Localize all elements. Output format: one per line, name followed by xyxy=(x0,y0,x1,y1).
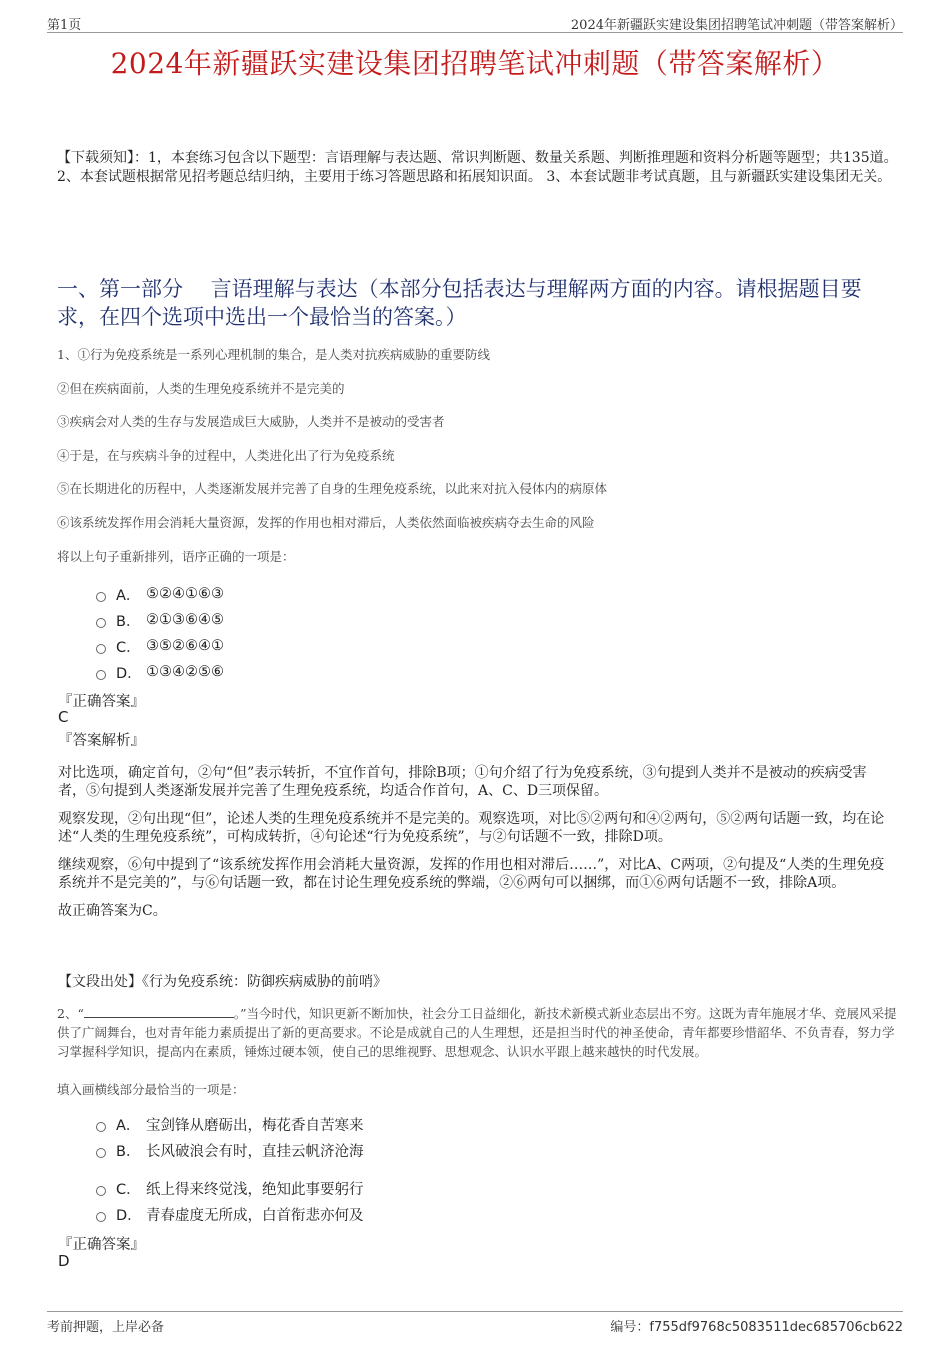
q1-line: ②但在疾病面前，人类的生理免疫系统并不是完美的 xyxy=(57,380,345,396)
analysis-paragraph: 观察发现，②句出现“但”，论述人类的生理免疫系统并不是完美的。观察选项，对比⑤②两句和④②两句，⑤②两句话题一致，均在论述“人类的生理免疫系统”，可构成转折，④句论述“行为免疫系统”，与②句话题不一致，排除D项。 xyxy=(58,811,885,845)
analysis-paragraph: 故正确答案为C。 xyxy=(58,903,167,919)
q2-options-top xyxy=(96,1111,364,1163)
question-2-stem: 2、“ 。”当今时代，知识更新不断加快，社会分工日益细化，新技术新模式新业态层出不穷。这既为青年施展才华、竞展风采提供了广阔舞台，也对青年能力素质提出了新的更高要求。不论是成就自己的人生理想，还是担当时代的神圣使命，青年都要珍惜韶华、不负青春，努力学习掌握科学知识，提高内在素质，锤炼过硬本领，使自己的思维视野、思想观念、认识水平跟上越来越快的时代发展。 xyxy=(57,1006,897,1059)
radio-icon[interactable] xyxy=(96,1122,106,1132)
q1-line: ⑤在长期进化的历程中，人类逐渐发展并完善了自身的生理免疫系统，以此来对抗入侵体内的病原体 xyxy=(57,481,608,497)
q2-option-b[interactable]: B． 长风破浪会有时，直挂云帆济沧海 xyxy=(96,1137,364,1163)
section-heading: 一、第一部分 言语理解与表达（本部分包括表达与理解两方面的内容。请根据题目要求，在四个选项中选出一个最恰当的答案。） xyxy=(57,277,862,329)
q1-option-a[interactable]: A． ⑤②④①⑥③ xyxy=(96,581,224,607)
radio-icon[interactable] xyxy=(96,670,106,680)
fill-blank xyxy=(84,1005,234,1018)
q1-answer: C xyxy=(58,708,69,726)
radio-icon[interactable] xyxy=(96,618,106,628)
q2-option-d[interactable]: D． 青春虚度无所成，白首衔悲亦何及 xyxy=(96,1201,364,1227)
q1-line: 1、①行为免疫系统是一系列心理机制的集合，是人类对抗疾病威胁的重要防线 xyxy=(57,347,490,362)
radio-icon[interactable] xyxy=(96,1212,106,1222)
download-notice: 【下载须知】：1，本套练习包含以下题型：言语理解与表达题、常识判断题、数量关系题、判断推理题和资料分析题等题型；共135道。 2、本套试题根据常见招考题总结归纳，主要用于练习答题思路和拓展知识面。 3、本套试题非考试真题，且与新疆跃实建设集团无关。 xyxy=(57,150,898,185)
radio-icon[interactable] xyxy=(96,1186,106,1196)
page-header xyxy=(47,14,903,33)
q1-option-b[interactable]: B． ②①③⑥④⑤ xyxy=(96,607,224,633)
radio-icon[interactable] xyxy=(96,592,106,602)
q1-line: ③疾病会对人类的生存与发展造成巨大威胁，人类并不是被动的受害者 xyxy=(57,414,445,430)
analysis-paragraph: 对比选项，确定首句，②句“但”表示转折，不宜作首句，排除B项；①句介绍了行为免疫系统，③句提到人类并不是被动的疾病受害者，⑤句提到人类逐渐发展并完善了生理免疫系统，均适合作首句，A、C、D三项保留。 xyxy=(58,765,867,799)
q1-answer-label: 『正确答案』 xyxy=(58,694,145,710)
q1-option-d[interactable]: D． ①③④②⑤⑥ xyxy=(96,659,224,685)
q2-option-a[interactable]: A． 宝剑锋从磨砺出，梅花香自苦寒来 xyxy=(96,1111,364,1137)
page-number: 第1页 xyxy=(47,18,82,33)
q1-source: 【文段出处】《行为免疫系统：防御疾病威胁的前哨》 xyxy=(58,974,387,990)
radio-icon[interactable] xyxy=(96,644,106,654)
q1-line: ⑥该系统发挥作用会消耗大量资源，发挥的作用也相对滞后，人类依然面临被疾病夺去生命的风险 xyxy=(57,514,595,530)
document-title: 2024年新疆跃实建设集团招聘笔试冲刺题（带答案解析） xyxy=(110,47,840,80)
question-1-stem xyxy=(57,346,897,581)
analysis-paragraph: 继续观察，⑥句中提到了“该系统发挥作用会消耗大量资源，发挥的作用也相对滞后……”，对比A、C两项，②句提及“人类的生理免疫系统并不是完美的”，与⑥句话题一致，都在讨论生理免疫系统的弊端，②⑥两句可以捆绑，而①⑥两句话题不一致，排除A项。 xyxy=(58,857,885,891)
q2-answer: D xyxy=(58,1252,70,1270)
q1-options xyxy=(96,581,224,685)
page-footer xyxy=(47,1311,903,1334)
q2-option-c[interactable]: C． 纸上得来终觉浅，绝知此事要躬行 xyxy=(96,1175,364,1201)
q1-prompt: 将以上句子重新排列，语序正确的一项是： xyxy=(57,548,295,564)
q2-answer-label: 『正确答案』 xyxy=(58,1237,145,1253)
q2-options-bottom xyxy=(96,1175,364,1227)
q1-analysis-label: 『答案解析』 xyxy=(58,733,145,749)
radio-icon[interactable] xyxy=(96,1148,106,1158)
q1-analysis xyxy=(58,764,894,930)
header-doc-title: 2024年新疆跃实建设集团招聘笔试冲刺题（带答案解析） xyxy=(570,18,903,33)
q1-line: ④于是，在与疾病斗争的过程中，人类进化出了行为免疫系统 xyxy=(57,447,395,463)
footer-slogan: 考前押题，上岸必备 xyxy=(47,1320,165,1335)
q2-prompt: 填入画横线部分最恰当的一项是： xyxy=(57,1082,245,1097)
footer-code: 编号：f755df9768c5083511dec685706cb622 xyxy=(610,1320,903,1335)
q1-option-c[interactable]: C． ③⑤②⑥④① xyxy=(96,633,224,659)
